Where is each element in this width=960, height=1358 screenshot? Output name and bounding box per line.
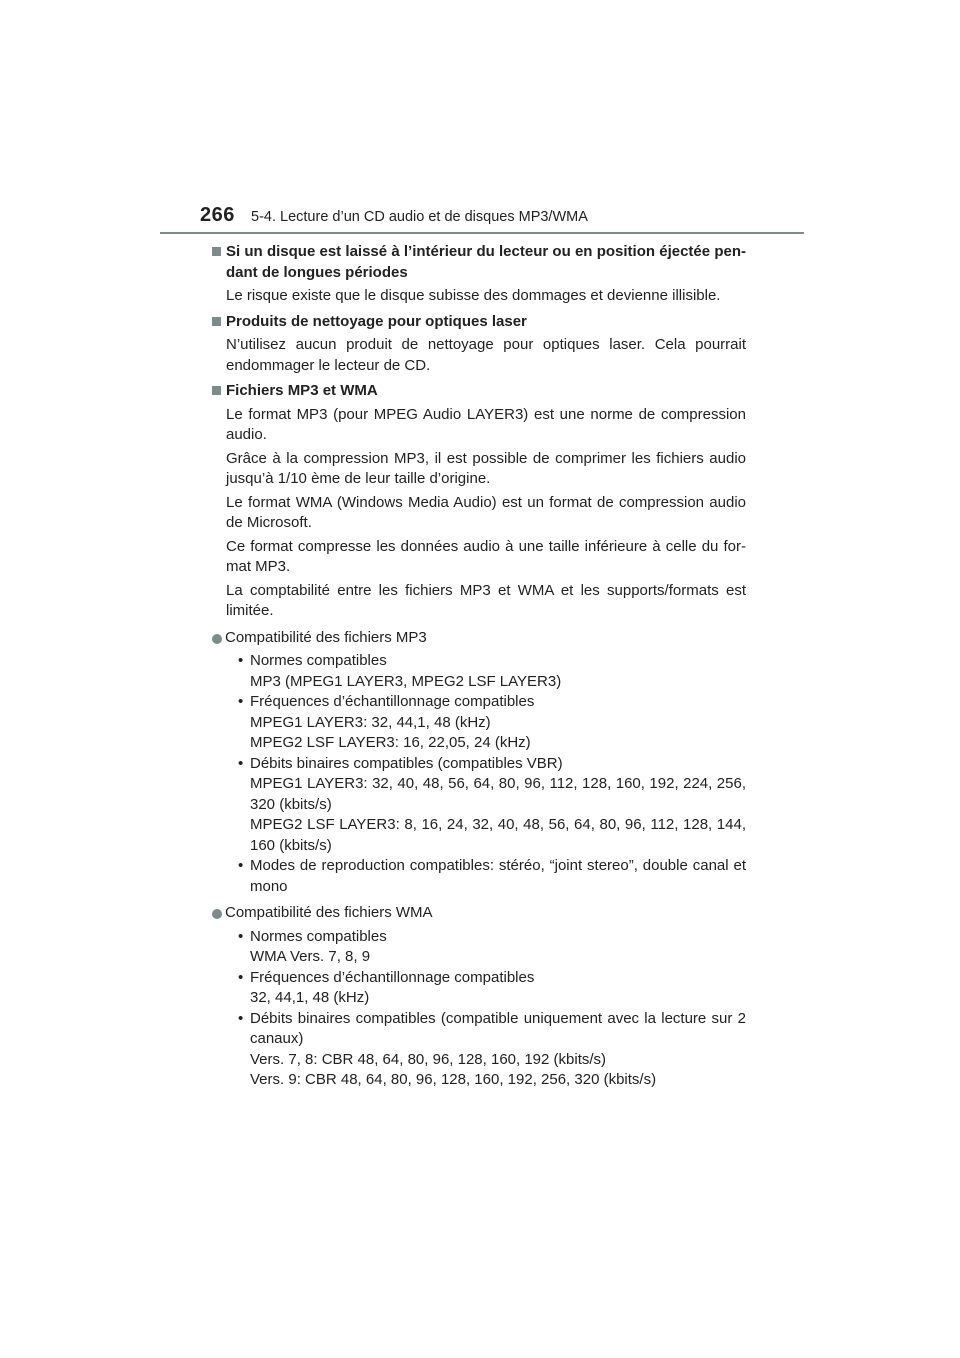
square-bullet-icon xyxy=(212,386,221,395)
circle-bullet-icon xyxy=(212,909,222,919)
mp3-compatibility-heading xyxy=(212,628,746,649)
list-item-label: • Modes de reproduction compatibles: stéréo, “joint stereo”, double canal et mono xyxy=(250,857,746,895)
paragraph: Le risque existe que le disque subisse des dommages et devienne illisible. xyxy=(226,287,721,304)
header-divider xyxy=(160,232,804,234)
page-header xyxy=(0,0,960,240)
list-item-detail: MP3 (MPEG1 LAYER3, MPEG2 LSF LAYER3) xyxy=(250,672,562,690)
list-item-detail: MPEG1 LAYER3: 32, 40, 48, 56, 64, 80, 96, 112, 128, 160, 192, 224, 256, 320 (kbits/s) xyxy=(250,775,746,813)
list-item xyxy=(238,692,746,754)
wma-compatibility xyxy=(212,903,746,1091)
list-item-detail: 32, 44,1, 48 (kHz) xyxy=(250,989,370,1006)
list-item-detail: MPEG1 LAYER3: 32, 44,1, 48 (kHz) xyxy=(250,713,491,731)
section-heading-text: Si un disque est laissé à l’intérieur du lecteur ou en position éjectée pen-dant de longues périodes xyxy=(226,243,746,281)
list-item-detail: Vers. 7, 8: CBR 48, 64, 80, 96, 128, 160, 192 (kbits/s) xyxy=(250,1050,607,1068)
paragraph: Grâce à la compression MP3, il est possible de comprimer les fichiers audio jusqu’à 1/10 ème de leur taille d’origine. xyxy=(226,449,746,487)
list-item-detail: Vers. 9: CBR 48, 64, 80, 96, 128, 160, 192, 256, 320 (kbits/s) xyxy=(250,1071,657,1088)
list-item-label: • Débits binaires compatibles (compatibles VBR) xyxy=(250,754,563,772)
paragraph: Ce format compresse les données audio à une taille inférieure à celle du for-mat MP3. xyxy=(226,537,746,575)
list-item-label: • Normes compatibles xyxy=(250,927,387,945)
list-item-detail: WMA Vers. 7, 8, 9 xyxy=(250,948,371,965)
square-bullet-icon xyxy=(212,317,221,326)
paragraph: Le format WMA (Windows Media Audio) est un format de compression audio de Microsoft. xyxy=(226,493,746,531)
list-item xyxy=(238,968,746,1009)
section-heading xyxy=(212,242,746,283)
list-item xyxy=(238,856,746,897)
paragraph: N’utilisez aucun produit de nettoyage pour optiques laser. Cela pourrait endommager le lecteur de CD. xyxy=(226,336,746,374)
wma-compatibility-list xyxy=(212,927,746,1091)
section-title: 5-4. Lecture d’un CD audio et de disques MP3/WMA xyxy=(251,209,588,225)
page-number: 266 xyxy=(200,204,235,226)
list-item-label: • Débits binaires compatibles (compatible uniquement avec la lecture sur 2 canaux) xyxy=(250,1009,746,1047)
list-item xyxy=(238,1009,746,1091)
mp3-compatibility-title: Compatibilité des fichiers MP3 xyxy=(225,628,427,646)
wma-compatibility-heading xyxy=(212,903,746,924)
mp3-compatibility-list xyxy=(212,651,746,897)
list-item xyxy=(238,927,746,968)
square-bullet-icon xyxy=(212,247,221,256)
section-heading xyxy=(212,312,746,333)
list-item xyxy=(238,754,746,857)
mp3-compatibility xyxy=(212,628,746,898)
list-item-detail: MPEG2 LSF LAYER3: 8, 16, 24, 32, 40, 48, 56, 64, 80, 96, 112, 128, 144, 160 (kbits/s) xyxy=(250,816,746,854)
list-item xyxy=(238,651,746,692)
page-content xyxy=(212,242,746,1091)
list-item-label: • Fréquences d’échantillonnage compatibles xyxy=(250,968,535,986)
section-disc-left-in-player xyxy=(212,242,746,307)
list-item-detail: MPEG2 LSF LAYER3: 16, 22,05, 24 (kHz) xyxy=(250,734,531,751)
list-item-label: • Fréquences d’échantillonnage compatibles xyxy=(250,693,535,710)
section-heading-text: Fichiers MP3 et WMA xyxy=(226,382,378,399)
section-heading xyxy=(212,381,746,402)
circle-bullet-icon xyxy=(212,634,222,644)
section-laser-cleaning xyxy=(212,312,746,377)
list-item-label: • Normes compatibles xyxy=(250,652,387,669)
paragraph: La comptabilité entre les fichiers MP3 et WMA et les supports/formats est limitée. xyxy=(226,581,746,619)
paragraph: Le format MP3 (pour MPEG Audio LAYER3) est une norme de compression audio. xyxy=(226,405,746,443)
section-heading-text: Produits de nettoyage pour optiques laser xyxy=(226,312,527,330)
wma-compatibility-title: Compatibilité des fichiers WMA xyxy=(225,904,433,921)
section-mp3-wma-files xyxy=(212,381,746,622)
